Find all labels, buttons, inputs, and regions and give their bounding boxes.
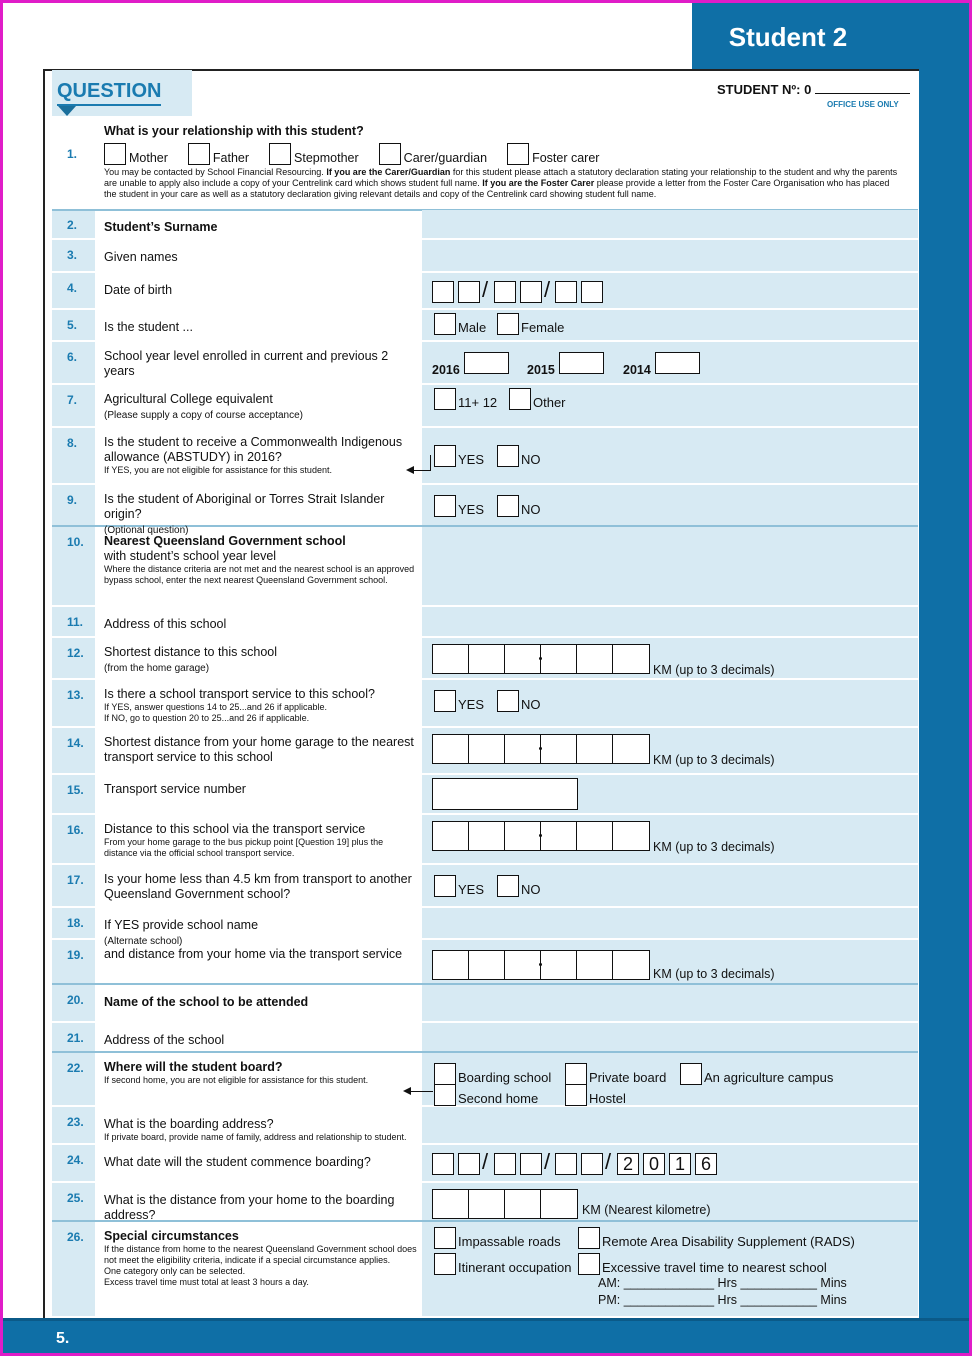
checkbox[interactable] [434, 1253, 456, 1275]
year-label: 2014 [623, 363, 651, 377]
checkbox-option[interactable] [432, 875, 484, 897]
digit-cell[interactable] [577, 735, 613, 763]
student-number-label: STUDENT Nº: 0 [717, 82, 812, 97]
checkbox[interactable] [497, 875, 519, 897]
year-level-box[interactable] [655, 352, 700, 374]
slash-separator: / [544, 277, 551, 302]
checkbox[interactable] [509, 388, 531, 410]
year-label: 2015 [527, 363, 555, 377]
question-row [52, 607, 918, 638]
question-line: Is your home less than 4.5 km from transport to another Queensland Government school? [104, 872, 412, 901]
question-row [52, 680, 918, 728]
triangle-down-icon [58, 106, 76, 116]
question-line: Is the student to receive a Commonwealth Indigenous allowance (ABSTUDY) in 2016? [104, 435, 403, 464]
question-line: and distance from your home via the transport service [104, 947, 403, 961]
checkbox[interactable] [565, 1063, 587, 1085]
option-label: NO [521, 502, 541, 517]
question-number: 2. [67, 218, 78, 232]
option-label: Excessive travel time to nearest school [602, 1260, 827, 1275]
option-label: Mother [129, 151, 168, 165]
option-label: Carer/guardian [403, 151, 488, 165]
checkbox[interactable] [104, 143, 126, 165]
checkbox[interactable] [565, 1084, 587, 1106]
question-row [52, 1107, 918, 1145]
digit-cell[interactable] [505, 951, 541, 979]
question-text [104, 1117, 419, 1143]
checkbox[interactable] [434, 313, 456, 335]
question-number: 4. [67, 281, 78, 295]
km-unit-label: KM (up to 3 decimals) [653, 663, 775, 677]
checkbox[interactable] [434, 388, 456, 410]
question-line: Where the distance criteria are not met and the nearest school is an approved bypass school, enter the next nearest Queensland Government school. [104, 564, 415, 585]
arrow-left-icon [405, 1091, 433, 1092]
question-text [104, 392, 419, 423]
question-row [52, 1023, 918, 1053]
question-line: Date of birth [104, 283, 173, 297]
question-row [52, 728, 918, 775]
checkbox-option[interactable] [432, 445, 484, 467]
question-number: 24. [67, 1153, 84, 1167]
checkbox-option[interactable] [563, 1084, 626, 1106]
question-row [52, 815, 918, 865]
digit-cell[interactable] [505, 822, 541, 850]
question-row [52, 1222, 918, 1318]
option-label: Remote Area Disability Supplement (RADS) [602, 1234, 855, 1249]
question-number: 5. [67, 318, 78, 332]
slash-separator: / [482, 1149, 489, 1174]
date-digit-box[interactable] [458, 281, 480, 303]
km-unit-label: KM (up to 3 decimals) [653, 753, 775, 767]
checkbox[interactable] [497, 313, 519, 335]
question-line: If YES, answer questions 14 to 25...and 26 if applicable. [104, 702, 327, 712]
checkbox[interactable] [680, 1063, 702, 1085]
checkbox[interactable] [434, 495, 456, 517]
checkbox-option[interactable] [507, 388, 566, 410]
digit-cell[interactable] [433, 1190, 469, 1218]
question-line: (Alternate school) [104, 936, 183, 947]
digit-cell[interactable] [541, 645, 577, 673]
digit-cell[interactable] [541, 1190, 577, 1218]
question-text [104, 1060, 419, 1086]
question-text [104, 435, 419, 476]
answer-area [422, 1107, 918, 1143]
option-label: NO [521, 697, 541, 712]
checkbox[interactable] [497, 690, 519, 712]
question-row [52, 1145, 918, 1183]
question-number: 15. [67, 783, 84, 797]
option-label: YES [458, 882, 485, 897]
question-number: 1. [67, 147, 78, 161]
question-row [52, 638, 918, 680]
question-number: 12. [67, 646, 84, 660]
date-digit-box[interactable] [520, 281, 542, 303]
relationship-option[interactable] [379, 143, 487, 165]
digit-cell[interactable] [577, 645, 613, 673]
checkbox[interactable] [434, 690, 456, 712]
digit-cell[interactable] [505, 735, 541, 763]
question-text [104, 687, 419, 724]
checkbox-option[interactable] [495, 495, 541, 517]
year-digit-box[interactable]: 1 [669, 1153, 691, 1175]
digit-cell[interactable] [505, 645, 541, 673]
question-number: 17. [67, 873, 84, 887]
checkbox-option[interactable] [563, 1063, 666, 1085]
question-line: If YES, you are not eligible for assistance for this student. [104, 465, 332, 475]
option-label: Impassable roads [458, 1234, 561, 1249]
digit-cell[interactable] [577, 951, 613, 979]
checkbox-option[interactable] [495, 313, 564, 335]
question-text [104, 822, 419, 859]
office-use-label: OFFICE USE ONLY [827, 100, 899, 109]
question-1-title: What is your relationship with this student? [104, 124, 364, 138]
arrow-left-icon [408, 470, 430, 471]
question-1 [104, 124, 904, 200]
checkbox[interactable] [578, 1227, 600, 1249]
digit-cell[interactable] [541, 822, 577, 850]
question-text [104, 534, 419, 586]
digit-cell[interactable] [469, 1190, 505, 1218]
question-text [104, 349, 419, 379]
question-number: 14. [67, 736, 84, 750]
option-label: Private board [589, 1070, 667, 1085]
question-number: 13. [67, 688, 84, 702]
question-row [52, 342, 918, 385]
question-line: Shortest distance from your home garage to the nearest transport service to this school [104, 735, 414, 764]
question-line: (from the home garage) [104, 663, 210, 674]
date-digit-box[interactable] [494, 1153, 516, 1175]
slash-separator: / [605, 1149, 612, 1174]
slash-separator: / [482, 277, 489, 302]
question-row [52, 273, 918, 310]
date-digit-box[interactable] [555, 1153, 577, 1175]
question-line: Nearest Queensland Government school [104, 534, 346, 548]
option-label: Second home [458, 1091, 539, 1106]
checkbox-option[interactable] [432, 690, 484, 712]
question-line: Distance to this school via the transport service [104, 822, 366, 836]
question-number: 16. [67, 823, 84, 837]
question-row [52, 210, 918, 240]
date-digit-box[interactable] [581, 1153, 603, 1175]
distance-boxes[interactable] [432, 950, 650, 980]
question-number: 22. [67, 1061, 84, 1075]
checkbox[interactable] [497, 445, 519, 467]
digit-cell[interactable] [469, 645, 505, 673]
option-label: Female [521, 320, 565, 335]
question-row [52, 985, 918, 1023]
question-number: 10. [67, 535, 84, 549]
question-row [52, 527, 918, 607]
year-digit-box[interactable]: 6 [695, 1153, 717, 1175]
answer-area [422, 908, 918, 938]
option-label: NO [521, 452, 541, 467]
checkbox-option[interactable] [432, 495, 484, 517]
checkbox[interactable] [434, 1063, 456, 1085]
question-line: Is there a school transport service to this school? [104, 687, 375, 701]
question-number: 20. [67, 993, 84, 1007]
question-row [52, 310, 918, 342]
option-label: Hostel [589, 1091, 626, 1106]
digit-cell[interactable] [613, 822, 649, 850]
question-line: Is the student ... [104, 320, 193, 334]
option-label: Itinerant occupation [458, 1260, 572, 1275]
option-label: YES [458, 452, 485, 467]
question-row [52, 1183, 918, 1222]
distance-boxes[interactable] [432, 821, 650, 851]
digit-cell[interactable] [433, 951, 469, 979]
question-text [104, 735, 419, 765]
page-title: Student 2 [728, 22, 848, 52]
checkbox-option[interactable] [495, 690, 541, 712]
checkbox-option[interactable] [432, 1063, 551, 1085]
question-text [104, 250, 419, 265]
page-number: 5. [56, 1330, 70, 1347]
footer-band [3, 1318, 969, 1353]
digit-cell[interactable] [469, 735, 505, 763]
checkbox[interactable] [434, 875, 456, 897]
question-number: 23. [67, 1115, 84, 1129]
slash-separator: / [544, 1149, 551, 1174]
travel-time-field[interactable]: PM: _____________ Hrs ___________ Mins [598, 1293, 847, 1307]
question-line: Given names [104, 250, 178, 264]
digit-cell[interactable] [613, 735, 649, 763]
checkbox-option[interactable] [432, 1227, 561, 1249]
distance-boxes[interactable] [432, 644, 650, 674]
question-line: Shortest distance to this school [104, 645, 278, 659]
digit-cell[interactable] [541, 951, 577, 979]
option-label: Boarding school [458, 1070, 552, 1085]
checkbox-option[interactable] [576, 1253, 827, 1275]
digit-cell[interactable] [613, 951, 649, 979]
question-line: Student’s Surname [104, 220, 218, 234]
question-text [104, 1033, 419, 1048]
year-digit-box[interactable]: 2 [617, 1153, 639, 1175]
checkbox-option[interactable] [678, 1063, 833, 1085]
question-text [104, 1193, 419, 1223]
digit-cell[interactable] [505, 1190, 541, 1218]
distance-boxes[interactable] [432, 1189, 578, 1219]
checkbox[interactable] [507, 143, 529, 165]
question-line: What is the distance from your home to the boarding address? [104, 1193, 395, 1222]
year-level-box[interactable] [464, 352, 509, 374]
digit-cell[interactable] [541, 735, 577, 763]
year-level-box[interactable] [559, 352, 604, 374]
question-row [52, 428, 918, 485]
question-number: 21. [67, 1031, 84, 1045]
relationship-option[interactable] [269, 143, 359, 165]
answer-area [422, 1023, 918, 1051]
question-line: Is the student of Aboriginal or Torres Strait Islander origin? [104, 492, 385, 521]
transport-service-number-input[interactable] [432, 778, 578, 810]
question-line: Where will the student board? [104, 1060, 283, 1074]
distance-boxes[interactable] [432, 734, 650, 764]
question-line: (Please supply a copy of course acceptance) [104, 410, 303, 421]
answer-area [422, 607, 918, 636]
question-label: QUESTION [57, 80, 161, 106]
question-line: What is the boarding address? [104, 1117, 274, 1131]
question-number: 11. [67, 615, 84, 629]
question-line: Address of the school [104, 1033, 225, 1047]
option-label: YES [458, 502, 485, 517]
question-text [104, 782, 419, 797]
question-line: If second home, you are not eligible for assistance for this student. [104, 1075, 369, 1085]
answer-area [422, 527, 918, 605]
date-digit-box[interactable] [432, 281, 454, 303]
question-line: Transport service number [104, 782, 246, 796]
question-text [104, 995, 419, 1010]
question-line: Name of the school to be attended [104, 995, 309, 1009]
digit-cell[interactable] [469, 951, 505, 979]
digit-cell[interactable] [613, 645, 649, 673]
checkbox[interactable] [379, 143, 401, 165]
checkbox[interactable] [269, 143, 291, 165]
year-digit-box[interactable]: 0 [643, 1153, 665, 1175]
question-row [52, 385, 918, 428]
question-text [104, 872, 419, 902]
checkbox-option[interactable] [432, 1084, 538, 1106]
question-row [52, 1053, 918, 1107]
question-text [104, 283, 419, 298]
question-1-note: You may be contacted by School Financial Resourcing. If you are the Carer/Guardian for this student please attach a statutory declaration stating your relationship to the student and why the parents are unable to apply also include a copy of your Centrelink card which shows student full name. If you are the Foster Carer please provide a letter from the Foster Care Organisation who has placed the student in your care as well as a statutory declaration giving relevant details and copy of the Centrelink card showing student full name. [104, 167, 898, 199]
checkbox-option[interactable] [495, 875, 541, 897]
checkbox-option[interactable] [432, 1253, 571, 1275]
question-line: If the distance from home to the nearest Queensland Government school does not meet the eligibility criteria, indicate if a special circumstance applies. [104, 1244, 417, 1265]
question-row [52, 485, 918, 536]
km-unit-label: KM (Nearest kilometre) [582, 1203, 711, 1217]
km-unit-label: KM (up to 3 decimals) [653, 967, 775, 981]
digit-cell[interactable] [469, 822, 505, 850]
digit-cell[interactable] [433, 822, 469, 850]
question-row [52, 940, 918, 985]
question-text [104, 617, 419, 632]
question-line: If YES provide school name [104, 918, 259, 932]
option-label: NO [521, 882, 541, 897]
question-line: If private board, provide name of family, address and relationship to student. [104, 1132, 407, 1142]
question-number: 8. [67, 436, 78, 450]
date-digit-box[interactable] [432, 1153, 454, 1175]
question-row [52, 775, 918, 815]
question-line: Excess travel time must total at least 3 hours a day. [104, 1277, 309, 1287]
checkbox[interactable] [497, 495, 519, 517]
question-text [104, 947, 419, 962]
question-number: 26. [67, 1230, 84, 1244]
arrow-connector [430, 455, 431, 471]
question-text [104, 1155, 419, 1170]
question-number: 6. [67, 350, 78, 364]
option-label: 11+ 12 [458, 395, 498, 410]
year-label: 2016 [432, 363, 460, 377]
digit-cell[interactable] [433, 645, 469, 673]
km-unit-label: KM (up to 3 decimals) [653, 840, 775, 854]
question-line: Special circumstances [104, 1229, 239, 1243]
question-number: 3. [67, 248, 78, 262]
date-digit-box[interactable] [555, 281, 577, 303]
date-digit-box[interactable] [581, 281, 603, 303]
checkbox[interactable] [578, 1253, 600, 1275]
question-number: 18. [67, 916, 84, 930]
question-number: 25. [67, 1191, 84, 1205]
question-number: 9. [67, 493, 78, 507]
option-label: Stepmother [294, 151, 359, 165]
relationship-option[interactable] [507, 143, 599, 165]
question-line: If NO, go to question 20 to 25...and 26 if applicable. [104, 713, 310, 723]
question-row [52, 908, 918, 947]
option-label: Other [533, 395, 566, 410]
question-line: One category only can be selected. [104, 1266, 246, 1276]
student-number[interactable] [717, 82, 910, 97]
question-text [104, 645, 419, 676]
question-line: (Optional question) [104, 525, 189, 536]
option-label: Father [212, 151, 250, 165]
checkbox[interactable] [188, 143, 210, 165]
digit-cell[interactable] [577, 822, 613, 850]
checkbox[interactable] [434, 1084, 456, 1106]
answer-area [422, 985, 918, 1021]
question-line: School year level enrolled in current and previous 2 years [104, 349, 389, 378]
checkbox[interactable] [434, 1227, 456, 1249]
digit-cell[interactable] [433, 735, 469, 763]
question-line: Agricultural College equivalent [104, 392, 273, 406]
checkbox-option[interactable] [432, 388, 497, 410]
question-text [104, 320, 419, 335]
checkbox-option[interactable] [432, 313, 486, 335]
question-line: What date will the student commence boarding? [104, 1155, 371, 1169]
date-digit-box[interactable] [458, 1153, 480, 1175]
checkbox-option[interactable] [576, 1227, 855, 1249]
travel-time-field[interactable]: AM: _____________ Hrs ___________ Mins [598, 1276, 847, 1290]
question-line: with student’s school year level [104, 549, 277, 563]
question-line: From your home garage to the bus pickup point [Question 19] plus the distance via the official school transport service. [104, 837, 384, 858]
date-digit-box[interactable] [494, 281, 516, 303]
option-label: Foster carer [532, 151, 600, 165]
question-number: 19. [67, 948, 84, 962]
question-number: 7. [67, 393, 78, 407]
option-label: YES [458, 697, 485, 712]
checkbox[interactable] [434, 445, 456, 467]
answer-area [422, 210, 918, 238]
question-row [52, 240, 918, 273]
date-digit-box[interactable] [520, 1153, 542, 1175]
question-text [104, 220, 419, 235]
option-label: An agriculture campus [704, 1070, 834, 1085]
option-label: Male [458, 320, 487, 335]
answer-area [422, 240, 918, 271]
question-text [104, 1229, 419, 1288]
checkbox-option[interactable] [495, 445, 541, 467]
question-line: Address of this school [104, 617, 227, 631]
relationship-option[interactable] [188, 143, 249, 165]
question-row [52, 865, 918, 908]
relationship-option[interactable] [104, 143, 168, 165]
